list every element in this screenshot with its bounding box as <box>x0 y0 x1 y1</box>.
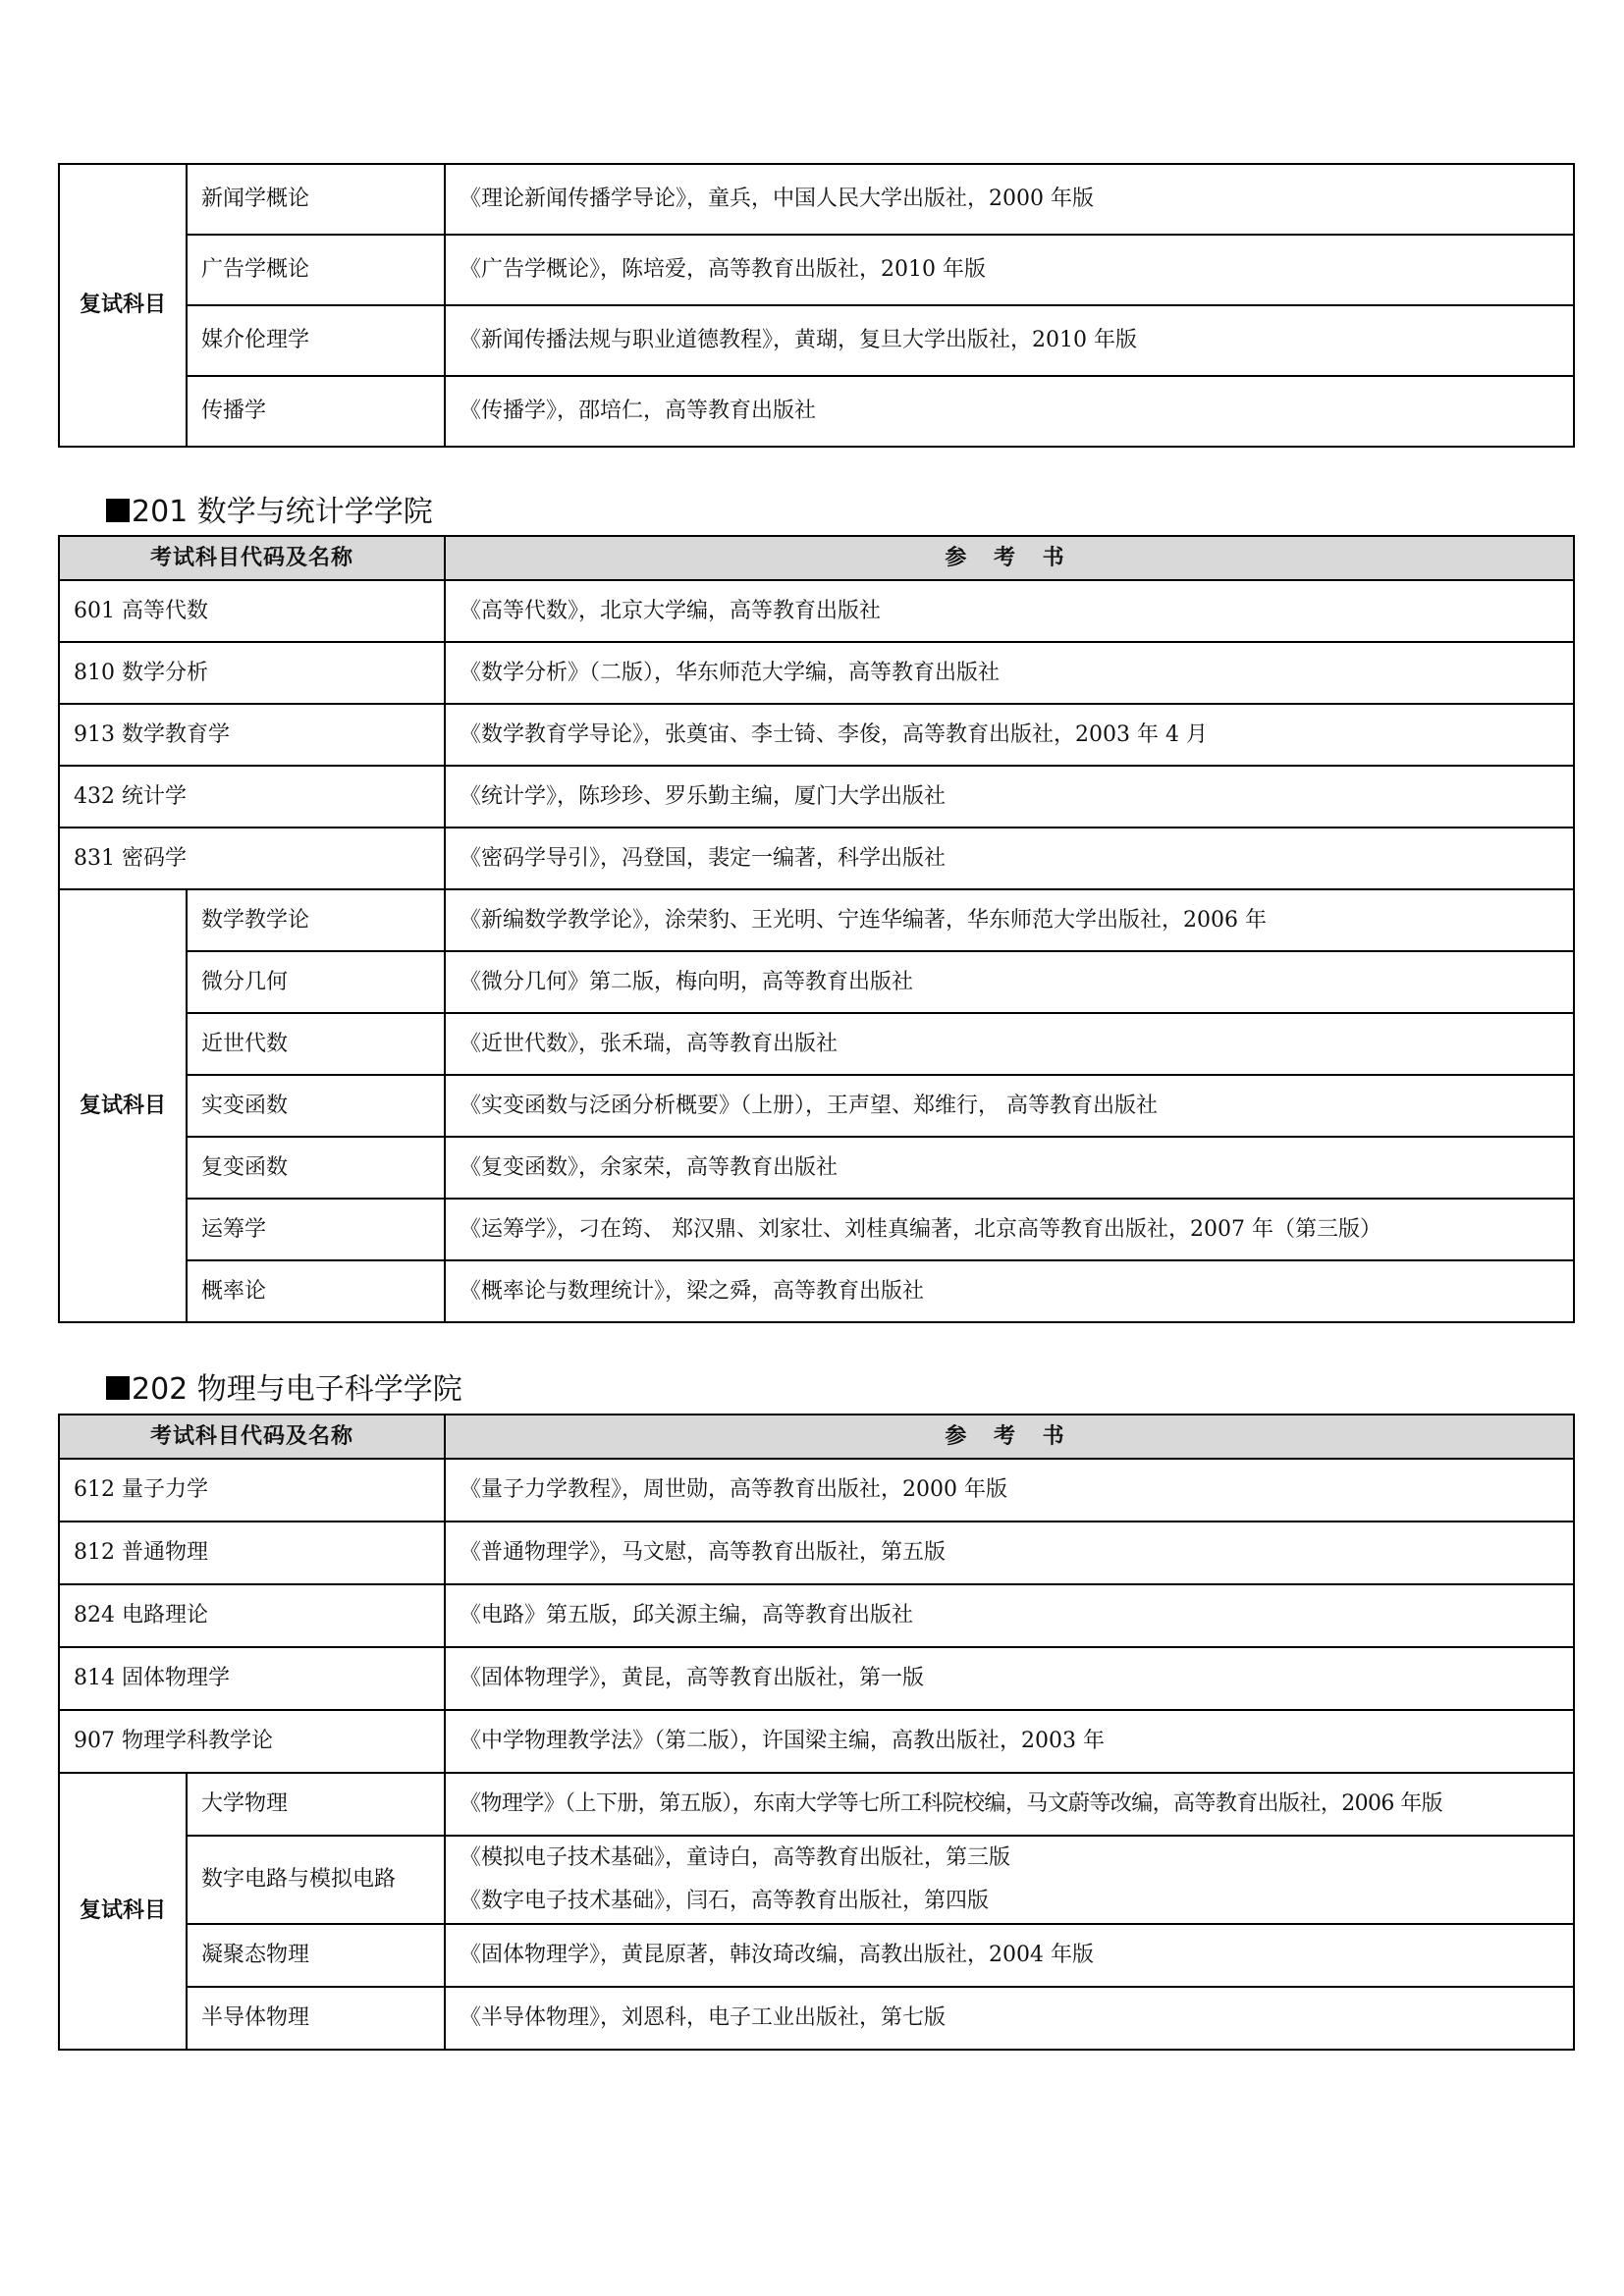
exam-book: 《电路》第五版，邱关源主编，高等教育出版社 <box>445 1584 1574 1647</box>
retest-category-label: 复试科目 <box>59 164 187 447</box>
math-table <box>58 535 1575 1323</box>
table-row <box>59 235 1574 305</box>
table-header-row <box>59 1415 1574 1459</box>
retest-book: 《物理学》（上下册，第五版），东南大学等七所工科院校编，马文蔚等改编，高等教育出版社，2006 年版 <box>445 1773 1574 1836</box>
exam-subject: 913 数学教育学 <box>59 704 445 766</box>
table-row <box>59 951 1574 1013</box>
retest-book: 《半导体物理》，刘恩科，电子工业出版社，第七版 <box>445 1987 1574 2050</box>
square-bullet-icon <box>106 499 130 522</box>
retest-book: 《实变函数与泛函分析概要》（上册），王声望、郑维行， 高等教育出版社 <box>445 1075 1574 1137</box>
table-row <box>59 766 1574 828</box>
table-row <box>59 704 1574 766</box>
exam-book: 《普通物理学》，马文慰，高等教育出版社，第五版 <box>445 1522 1574 1584</box>
exam-book: 《中学物理教学法》（第二版），许国梁主编，高教出版社，2003 年 <box>445 1710 1574 1773</box>
retest-subject: 半导体物理 <box>187 1987 445 2050</box>
retest-subject: 运筹学 <box>187 1199 445 1260</box>
journalism-retest-table <box>58 163 1575 448</box>
retest-subject: 新闻学概论 <box>187 164 445 235</box>
retest-subject: 传播学 <box>187 376 445 447</box>
table-row <box>59 580 1574 642</box>
retest-category-label: 复试科目 <box>59 889 187 1322</box>
exam-subject: 810 数学分析 <box>59 642 445 704</box>
table-row <box>59 1773 1574 1836</box>
table-row <box>59 1459 1574 1522</box>
retest-subject: 概率论 <box>187 1260 445 1322</box>
retest-subject: 凝聚态物理 <box>187 1924 445 1987</box>
exam-subject: 812 普通物理 <box>59 1522 445 1584</box>
retest-subject: 广告学概论 <box>187 235 445 305</box>
table-row <box>59 1137 1574 1199</box>
exam-book: 《量子力学教程》，周世勋，高等教育出版社，2000 年版 <box>445 1459 1574 1522</box>
header-reference-book: 参 考 书 <box>445 536 1574 580</box>
retest-subject: 媒介伦理学 <box>187 305 445 376</box>
exam-subject: 601 高等代数 <box>59 580 445 642</box>
retest-book-line: 《模拟电子技术基础》，童诗白，高等教育出版社，第三版 <box>460 1845 1011 1870</box>
retest-book: 《运筹学》，刁在筠、 郑汉鼎、刘家壮、刘桂真编著，北京高等教育出版社，2007 年（第三版） <box>445 1199 1574 1260</box>
retest-book: 《近世代数》，张禾瑞，高等教育出版社 <box>445 1013 1574 1075</box>
retest-subject: 数字电路与模拟电路 <box>187 1836 445 1924</box>
table-row <box>59 1075 1574 1137</box>
table-row <box>59 376 1574 447</box>
retest-book: 《新闻传播法规与职业道德教程》，黄瑚，复旦大学出版社，2010 年版 <box>445 305 1574 376</box>
retest-book: 《新编数学教学论》，涂荣豹、王光明、宁连华编著，华东师范大学出版社，2006 年 <box>445 889 1574 951</box>
table-row <box>59 1836 1574 1924</box>
header-code-name: 考试科目代码及名称 <box>59 1415 445 1459</box>
retest-book: 《复变函数》，余家荣，高等教育出版社 <box>445 1137 1574 1199</box>
table-row <box>59 828 1574 889</box>
retest-category-label: 复试科目 <box>59 1773 187 2050</box>
header-reference-book: 参 考 书 <box>445 1415 1574 1459</box>
retest-book <box>445 1836 1574 1924</box>
exam-book: 《数学教育学导论》，张奠宙、李士锜、李俊，高等教育出版社，2003 年 4 月 <box>445 704 1574 766</box>
retest-book-line: 《数字电子技术基础》，闫石，高等教育出版社，第四版 <box>460 1889 990 1913</box>
header-code-name: 考试科目代码及名称 <box>59 536 445 580</box>
exam-book: 《固体物理学》，黄昆，高等教育出版社，第一版 <box>445 1647 1574 1710</box>
table-row <box>59 1199 1574 1260</box>
table-row <box>59 305 1574 376</box>
exam-book: 《密码学导引》，冯登国，裴定一编著，科学出版社 <box>445 828 1574 889</box>
table-row <box>59 1647 1574 1710</box>
exam-subject: 814 固体物理学 <box>59 1647 445 1710</box>
retest-subject: 数学教学论 <box>187 889 445 951</box>
retest-subject: 大学物理 <box>187 1773 445 1836</box>
exam-book: 《数学分析》（二版），华东师范大学编，高等教育出版社 <box>445 642 1574 704</box>
table-row <box>59 1013 1574 1075</box>
retest-book: 《概率论与数理统计》，梁之舜，高等教育出版社 <box>445 1260 1574 1322</box>
exam-book: 《统计学》，陈珍珍、罗乐勤主编，厦门大学出版社 <box>445 766 1574 828</box>
retest-subject: 微分几何 <box>187 951 445 1013</box>
table-row <box>59 1584 1574 1647</box>
exam-subject: 831 密码学 <box>59 828 445 889</box>
section-title-math: 201 数学与统计学学院 <box>106 495 433 530</box>
table-row <box>59 889 1574 951</box>
physics-table <box>58 1414 1575 2051</box>
table-row <box>59 164 1574 235</box>
table-header-row <box>59 536 1574 580</box>
retest-book: 《固体物理学》，黄昆原著，韩汝琦改编，高教出版社，2004 年版 <box>445 1924 1574 1987</box>
table-row <box>59 1522 1574 1584</box>
exam-subject: 824 电路理论 <box>59 1584 445 1647</box>
table-row <box>59 642 1574 704</box>
retest-book: 《传播学》，邵培仁，高等教育出版社 <box>445 376 1574 447</box>
section-title-physics: 202 物理与电子科学学院 <box>106 1372 462 1408</box>
exam-subject: 612 量子力学 <box>59 1459 445 1522</box>
retest-subject: 复变函数 <box>187 1137 445 1199</box>
retest-subject: 近世代数 <box>187 1013 445 1075</box>
exam-subject: 432 统计学 <box>59 766 445 828</box>
table-row <box>59 1260 1574 1322</box>
retest-book: 《微分几何》第二版，梅向明，高等教育出版社 <box>445 951 1574 1013</box>
exam-subject: 907 物理学科教学论 <box>59 1710 445 1773</box>
retest-book: 《广告学概论》，陈培爱，高等教育出版社，2010 年版 <box>445 235 1574 305</box>
table-row <box>59 1710 1574 1773</box>
retest-subject: 实变函数 <box>187 1075 445 1137</box>
table-row <box>59 1924 1574 1987</box>
table-row <box>59 1987 1574 2050</box>
exam-book: 《高等代数》，北京大学编，高等教育出版社 <box>445 580 1574 642</box>
retest-book: 《理论新闻传播学导论》，童兵，中国人民大学出版社，2000 年版 <box>445 164 1574 235</box>
square-bullet-icon <box>106 1376 130 1400</box>
